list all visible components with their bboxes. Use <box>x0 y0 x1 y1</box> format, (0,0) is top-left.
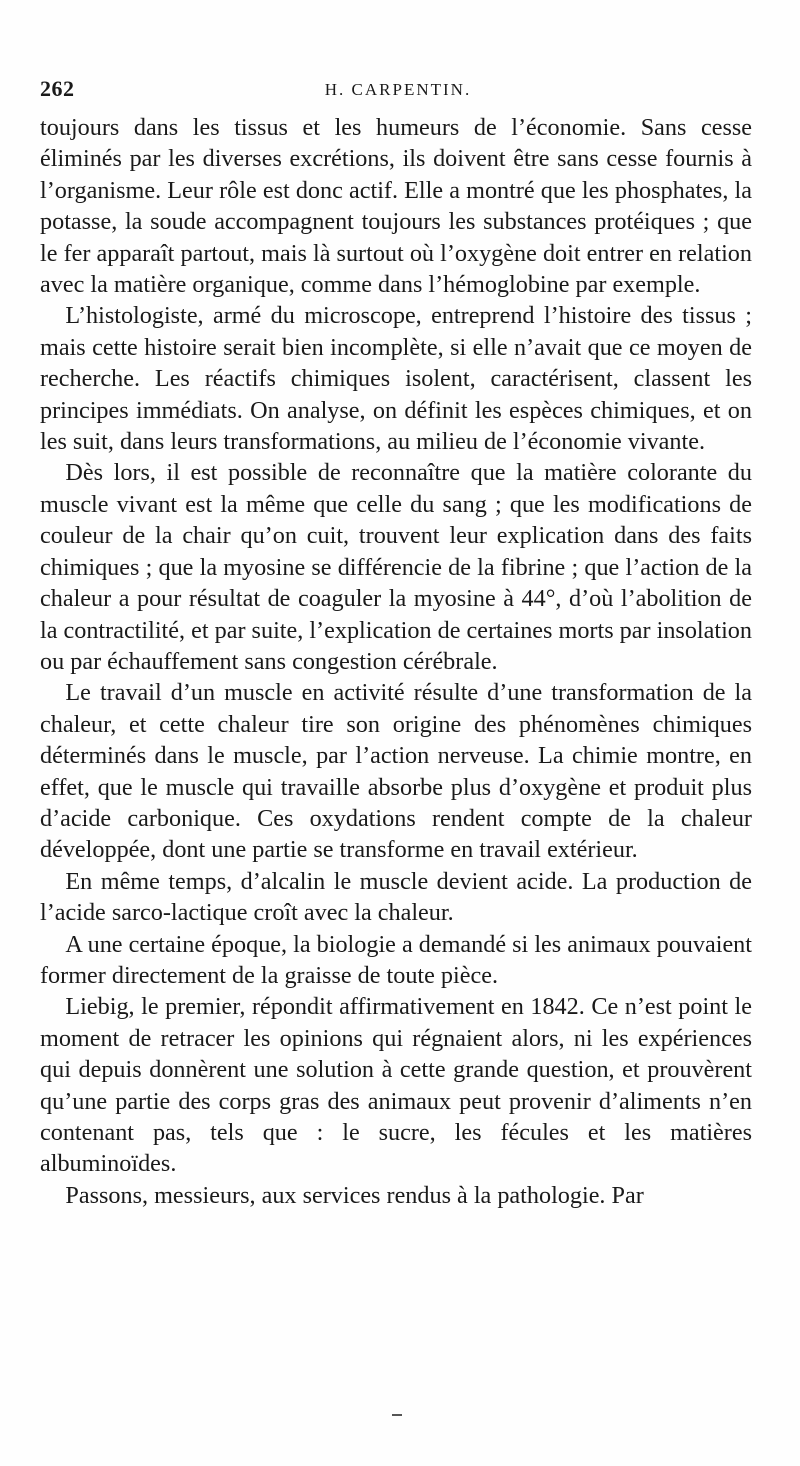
paragraph-5: En même temps, d’alcalin le muscle devient acide. La production de l’acide sarco-lactique croît avec la chaleur. <box>40 867 752 927</box>
paragraph-2: L’histologiste, armé du microscope, entreprend l’histoire des tissus ; mais cette histoire serait bien incomplète, si elle n’avait que ce moyen de recherche. Les réactifs chimiques isolent, caractérisent, classent les principes immédiats. On analyse, on définit les espèces chimiques, et on les suit, dans leurs transformations, au milieu de l’économie vivante. <box>40 302 752 456</box>
page-number: 262 <box>40 76 75 101</box>
paragraph-4: Le travail d’un muscle en activité résulte d’une transformation de la chaleur, et cette chaleur tire son origine des phénomènes chimiques déterminés dans le muscle, par l’action nerveuse. La chimie montre, en effet, que le muscle qui travaille absorbe plus d’oxygène et produit plus d’acide carbonique. Ces oxydations rendent compte de la chaleur développée, dont une partie se transforme en travail extérieur. <box>40 679 752 864</box>
body-text <box>40 112 752 1211</box>
paragraph-1: toujours dans les tissus et les humeurs de l’économie. Sans cesse éliminés par les diverses excrétions, ils doivent être sans cesse fournis à l’organisme. Leur rôle est donc actif. Elle a montré que les phosphates, la potasse, la soude accompagnent toujours les substances protéiques ; que le fer apparaît partout, mais là surtout où l’oxygène doit entrer en relation avec la matière organique, comme dans l’hémoglobine par exemple. <box>40 114 752 299</box>
running-head: H. CARPENTIN. <box>324 80 472 99</box>
page-header <box>40 76 756 106</box>
bottom-dash-mark <box>392 1414 402 1416</box>
paragraph-7: Liebig, le premier, répondit affirmativement en 1842. Ce n’est point le moment de retracer les opinions qui régnaient alors, ni les expériences qui depuis donnèrent une solution à cette grande question, et prouvèrent qu’une partie des corps gras des animaux peut provenir d’aliments n’en contenant pas, tels que : le sucre, les fécules et les matières albuminoïdes. <box>40 993 752 1178</box>
paragraph-6: A une certaine époque, la biologie a demandé si les animaux pouvaient former directement de la graisse de toute pièce. <box>40 930 752 989</box>
paragraph-8: Passons, messieurs, aux services rendus à la pathologie. Par <box>65 1181 644 1209</box>
paragraph-3: Dès lors, il est possible de reconnaître que la matière colorante du muscle vivant est la même que celle du sang ; que les modifications de couleur de la chair qu’on cuit, trouvent leur explication dans des faits chimiques ; que la myosine se différencie de la fibrine ; que l’action de la chaleur a pour résultat de coaguler la myosine à 44°, d’où l’abolition de la contractilité, et par suite, l’explication de certaines morts par insolation ou par échauffement sans congestion cérébrale. <box>40 459 752 675</box>
